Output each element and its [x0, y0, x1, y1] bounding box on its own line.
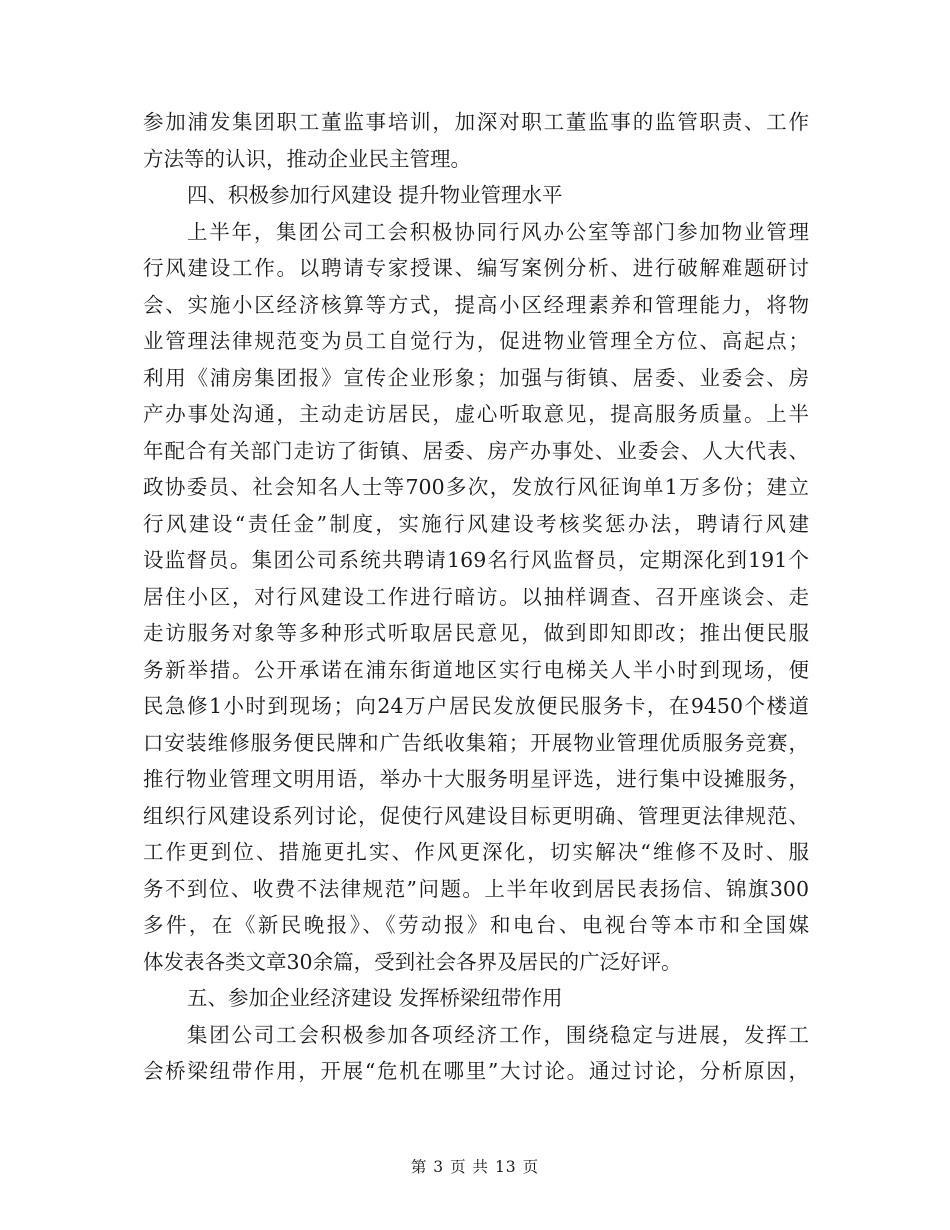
text-line: 推行物业管理文明用语，举办十大服务明星评选，进行集中设摊服务，: [143, 767, 809, 791]
text-line: 务不到位、收费不法律规范”问题。上半年收到居民表扬信、锦旗300: [143, 876, 809, 901]
text-line: 民急修1小时到现场；向24万户居民发放便民服务卡，在9450个楼道: [143, 694, 809, 718]
text-line: 工作更到位、措施更扎实、作风更深化，切实解决“维修不及时、服: [143, 840, 809, 864]
page-number-footer: 第 3 页 共 13 页: [410, 1158, 540, 1176]
text-line: 业管理法律规范变为员工自觉行为，促进物业管理全方位、高起点；: [143, 329, 809, 353]
text-line: 上半年，集团公司工会积极协同行风办公室等部门参加物业管理: [187, 219, 809, 244]
text-line: 行风建设工作。以聘请专家授课、编写案例分析、进行破解难题研讨: [143, 256, 809, 280]
text-line: 组织行风建设系列讨论，促使行风建设目标更明确、管理更法律规范、: [143, 803, 809, 828]
text-line: 口安装维修服务便民牌和广告纸收集箱；开展物业管理优质服务竞赛，: [143, 730, 809, 755]
text-line: 年配合有关部门走访了街镇、居委、房产办事处、业委会、人大代表、: [143, 438, 809, 463]
text-line: 设监督员。集团公司系统共聘请169名行风监督员，定期深化到191个: [143, 548, 809, 572]
text-line: 产办事处沟通，主动走访居民，虚心听取意见，提高服务质量。上半: [143, 402, 809, 426]
section-heading: 四、积极参加行风建设 提升物业管理水平: [187, 183, 563, 207]
document-body: [143, 104, 809, 1090]
text-line: 会桥梁纽带作用，开展“危机在哪里”大讨论。通过讨论，分析原因，: [143, 1059, 809, 1083]
section-heading: 五、参加企业经济建设 发挥桥梁纽带作用: [187, 986, 563, 1010]
text-line: 方法等的认识，推动企业民主管理。: [143, 146, 471, 171]
text-line: 行风建设“责任金”制度，实施行风建设考核奖惩办法，聘请行风建: [143, 511, 809, 536]
text-line: 多件，在《新民晚报》、《劳动报》和电台、电视台等本市和全国媒: [143, 913, 809, 937]
text-line: 会、实施小区经济核算等方式，提高小区经理素养和管理能力，将物: [143, 292, 809, 317]
text-line: 利用《浦房集团报》宣传企业形象；加强与街镇、居委、业委会、房: [143, 365, 809, 390]
text-line: 参加浦发集团职工董监事培训，加深对职工董监事的监管职责、工作: [143, 110, 809, 134]
text-line: 政协委员、社会知名人士等700多次，发放行风征询单1万多份；建立: [143, 475, 809, 499]
text-line: 走访服务对象等多种形式听取居民意见，做到即知即改；推出便民服: [143, 621, 809, 645]
text-line: 体发表各类文章30余篇，受到社会各界及居民的广泛好评。: [143, 949, 682, 974]
text-line: 居住小区，对行风建设工作进行暗访。以抽样调查、召开座谈会、走: [143, 584, 809, 609]
text-line: 集团公司工会积极参加各项经济工作，围绕稳定与进展，发挥工: [187, 1022, 809, 1047]
text-line: 务新举措。公开承诺在浦东街道地区实行电梯关人半小时到现场，便: [143, 657, 809, 682]
